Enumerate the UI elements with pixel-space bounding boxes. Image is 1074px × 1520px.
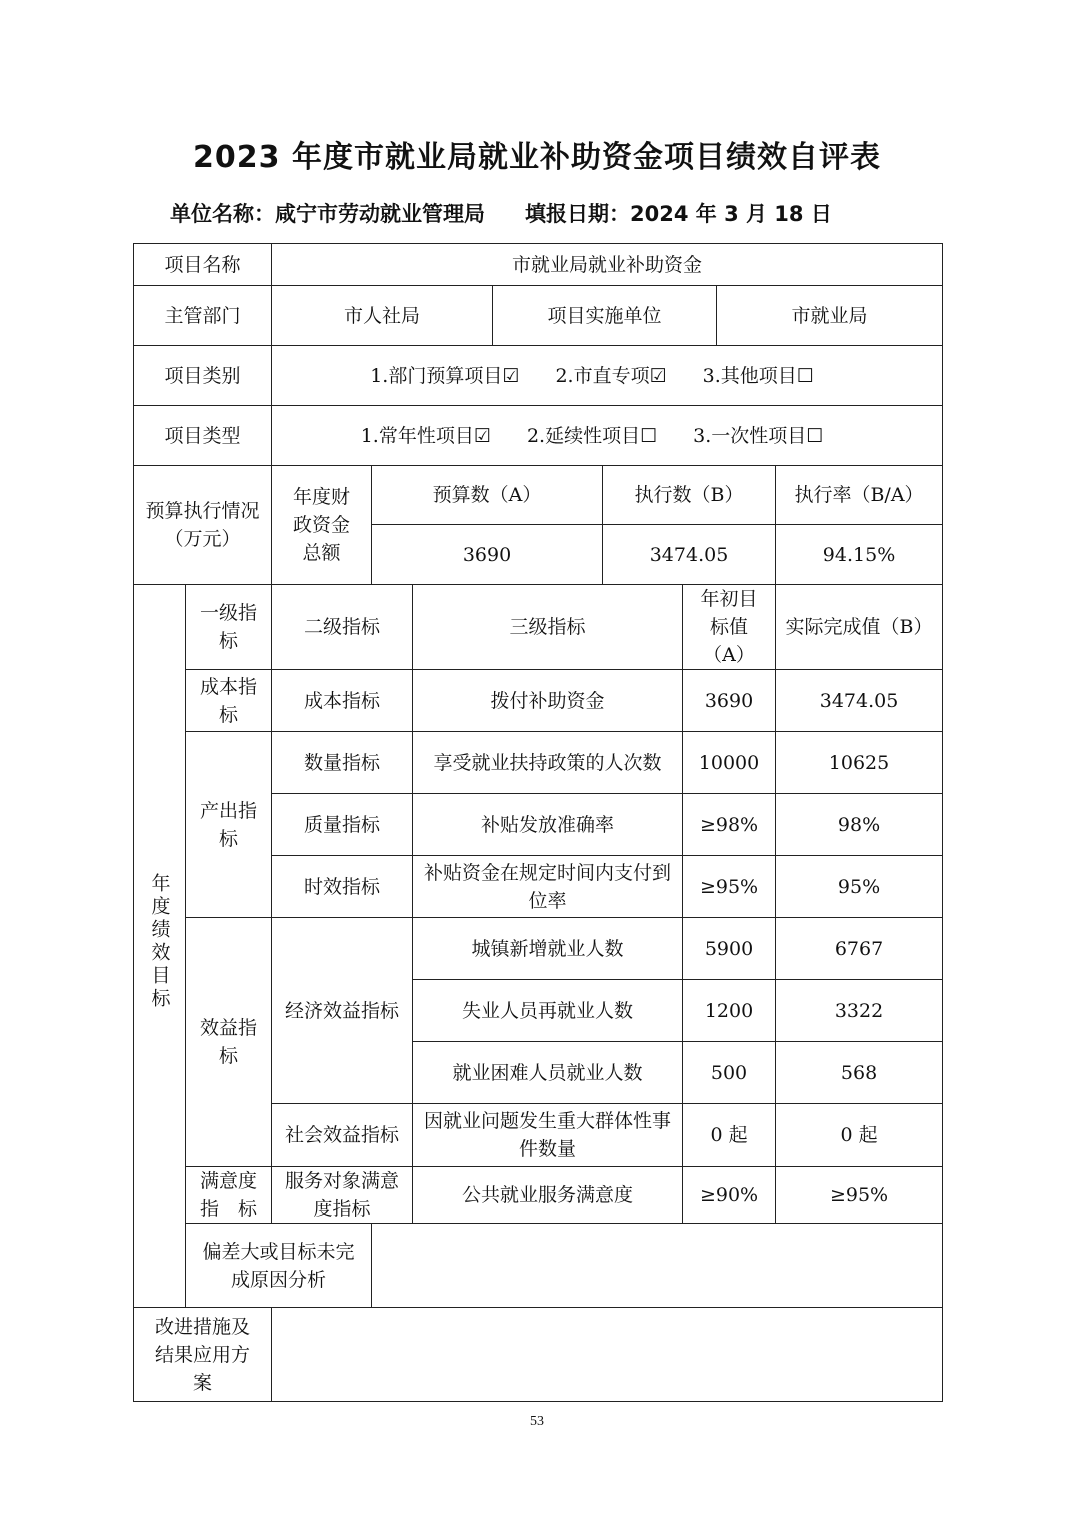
row-target: ≥95% <box>683 856 776 918</box>
row-level3: 补贴发放准确率 <box>413 794 683 856</box>
row-actual: 0 起 <box>776 1104 943 1167</box>
row-target: ≥98% <box>683 794 776 856</box>
row-level3: 就业困难人员就业人数 <box>413 1042 683 1104</box>
row-level2: 质量指标 <box>272 794 413 856</box>
type-option-3: 3.一次性项目☐ <box>693 424 824 447</box>
row-level3: 享受就业扶持政策的人次数 <box>413 732 683 794</box>
category-option-1: 1.部门预算项目☑ <box>370 364 520 387</box>
header-level1: 一级指标 <box>186 585 272 670</box>
dept-label: 主管部门 <box>134 286 272 346</box>
type-options <box>272 406 943 466</box>
row-level3: 公共就业服务满意度 <box>413 1167 683 1224</box>
header-level2: 二级指标 <box>272 585 413 670</box>
improvement-value <box>272 1308 943 1402</box>
budget-col-b-header: 执行数（B） <box>603 466 776 525</box>
row-target: ≥90% <box>683 1167 776 1224</box>
row-target: 1200 <box>683 980 776 1042</box>
date-value: 2024 年 3 月 18 日 <box>630 202 832 226</box>
row-level3: 失业人员再就业人数 <box>413 980 683 1042</box>
category-option-3: 3.其他项目☐ <box>702 364 814 387</box>
level1-satisfaction: 满意度指 标 <box>186 1167 272 1224</box>
header-target: 年初目标值（A） <box>683 585 776 670</box>
budget-label: 预算执行情况（万元） <box>134 466 272 585</box>
row-level3: 城镇新增就业人数 <box>413 918 683 980</box>
impl-unit-label: 项目实施单位 <box>493 286 717 346</box>
row-level2: 时效指标 <box>272 856 413 918</box>
project-name-value: 市就业局就业补助资金 <box>272 244 943 286</box>
deviation-label: 偏差大或目标未完成原因分析 <box>186 1224 372 1308</box>
row-level2: 社会效益指标 <box>272 1104 413 1167</box>
budget-col-a-header: 预算数（A） <box>372 466 603 525</box>
row-actual: ≥95% <box>776 1167 943 1224</box>
budget-rate-value: 94.15% <box>776 525 943 585</box>
row-level2-economic: 经济效益指标 <box>272 918 413 1104</box>
row-actual: 6767 <box>776 918 943 980</box>
row-actual: 3322 <box>776 980 943 1042</box>
row-level3: 拨付补助资金 <box>413 670 683 732</box>
row-actual: 95% <box>776 856 943 918</box>
unit-and-date-line <box>170 198 832 228</box>
row-level3: 补贴资金在规定时间内支付到位率 <box>413 856 683 918</box>
category-options <box>272 346 943 406</box>
row-level3: 因就业问题发生重大群体性事件数量 <box>413 1104 683 1167</box>
row-target: 3690 <box>683 670 776 732</box>
dept-value: 市人社局 <box>272 286 493 346</box>
row-actual: 3474.05 <box>776 670 943 732</box>
page-title: 2023 年度市就业局就业补助资金项目绩效自评表 <box>193 140 881 175</box>
row-level2: 服务对象满意度指标 <box>272 1167 413 1224</box>
level1-benefit: 效益指标 <box>186 918 272 1167</box>
type-option-2: 2.延续性项目☐ <box>526 424 658 447</box>
row-actual: 568 <box>776 1042 943 1104</box>
row-target: 10000 <box>683 732 776 794</box>
level1-cost: 成本指标 <box>186 670 272 732</box>
budget-b-value: 3474.05 <box>603 525 776 585</box>
header-actual: 实际完成值（B） <box>776 585 943 670</box>
row-target: 5900 <box>683 918 776 980</box>
perf-side-label-cell <box>134 585 186 1308</box>
impl-unit-value: 市就业局 <box>717 286 943 346</box>
row-target: 0 起 <box>683 1104 776 1167</box>
row-target: 500 <box>683 1042 776 1104</box>
type-option-1: 1.常年性项目☑ <box>360 424 491 447</box>
improvement-label: 改进措施及结果应用方案 <box>134 1308 272 1402</box>
row-level2: 数量指标 <box>272 732 413 794</box>
budget-sublabel: 年度财政资金总额 <box>272 466 372 585</box>
self-evaluation-table <box>133 243 943 1402</box>
page-number: 53 <box>530 1414 544 1429</box>
category-label: 项目类别 <box>134 346 272 406</box>
budget-rate-header: 执行率（B/A） <box>776 466 943 525</box>
unit-label: 单位名称： <box>170 202 275 226</box>
type-label: 项目类型 <box>134 406 272 466</box>
date-label: 填报日期： <box>525 202 630 226</box>
deviation-value <box>372 1224 943 1308</box>
perf-side-label: 年度绩效目标 <box>148 873 171 1011</box>
unit-name: 咸宁市劳动就业管理局 <box>275 202 485 226</box>
level1-output: 产出指标 <box>186 732 272 918</box>
row-actual: 10625 <box>776 732 943 794</box>
header-level3: 三级指标 <box>413 585 683 670</box>
row-actual: 98% <box>776 794 943 856</box>
row-level2: 成本指标 <box>272 670 413 732</box>
category-option-2: 2.市直专项☑ <box>555 364 667 387</box>
budget-a-value: 3690 <box>372 525 603 585</box>
project-name-label: 项目名称 <box>134 244 272 286</box>
